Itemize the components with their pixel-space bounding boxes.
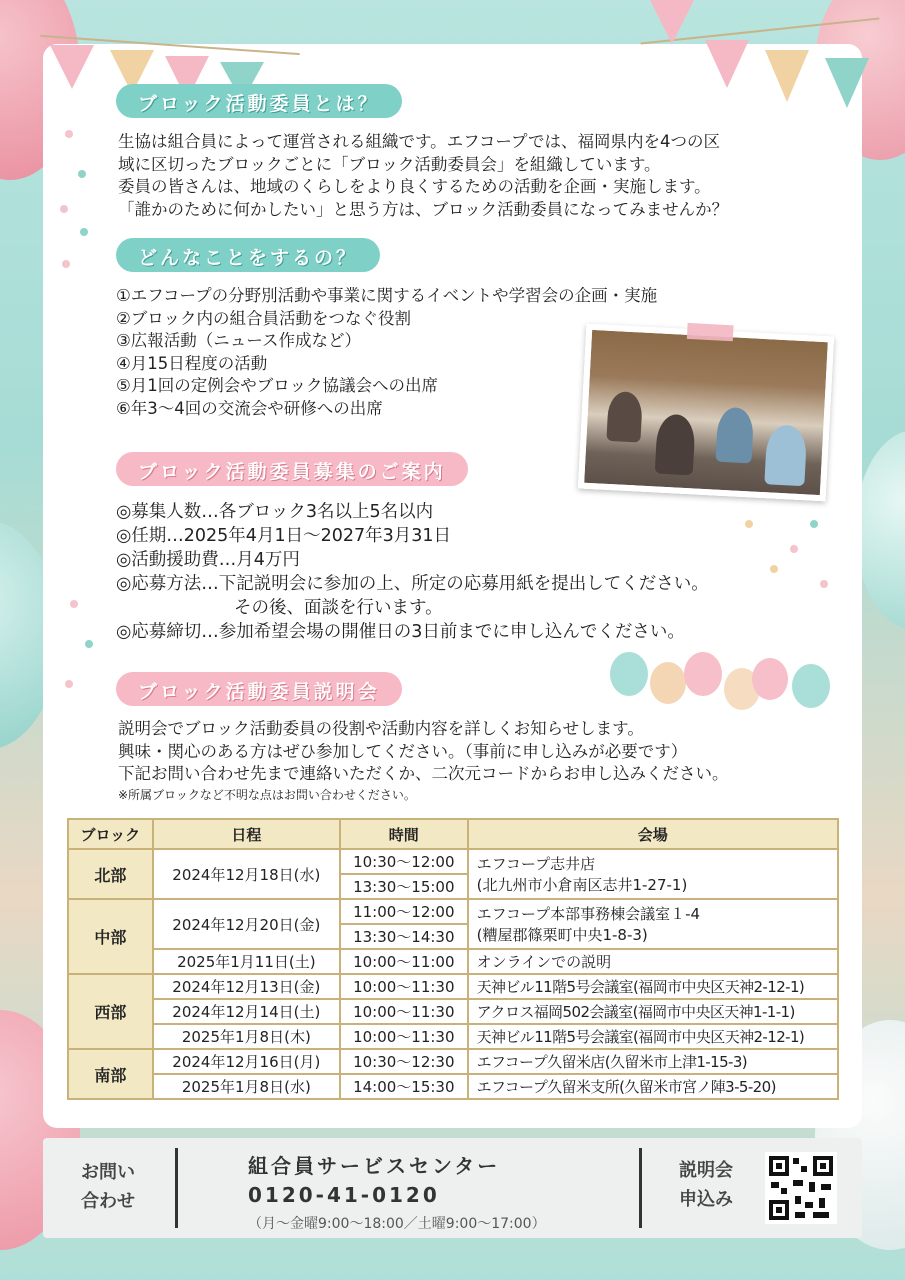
activity-item: ①エフコープの分野別活動や事業に関するイベントや学習会の企画・実施 — [116, 286, 658, 305]
recruit-line: ◎任期…2025年4月1日～2027年3月31日 — [116, 526, 452, 546]
table-row — [68, 974, 838, 999]
about-paragraph — [118, 131, 728, 221]
inquiry-label — [73, 1158, 143, 1216]
apply-label-line: 説明会 — [679, 1160, 733, 1181]
apply-label-line: 申込み — [679, 1189, 733, 1210]
venue-cell: 天神ビル11階5号会議室(福岡市中央区天神2-12-1) — [468, 1024, 838, 1049]
header-date: 日程 — [153, 819, 340, 849]
block-cell: 南部 — [68, 1049, 153, 1099]
time-cell: 13:30～14:30 — [340, 924, 468, 949]
date-cell: 2024年12月20日(金) — [153, 899, 340, 949]
divider — [175, 1148, 178, 1228]
time-cell: 10:30～12:30 — [340, 1049, 468, 1074]
phone-number[interactable]: 0120-41-0120 — [248, 1183, 440, 1207]
venue-name: エフコープ本部事務棟会議室１-4 — [476, 905, 701, 923]
service-center-name: 組合員サービスセンター — [248, 1154, 501, 1178]
recruit-line: ◎応募締切…参加希望会場の開催日の3日前までに申し込んでください。 — [116, 622, 685, 642]
time-cell: 10:30～12:00 — [340, 849, 468, 874]
venue-cell: アクロス福岡502会議室(福岡市中央区天神1-1-1) — [468, 999, 838, 1024]
venue-cell — [468, 849, 838, 899]
briefing-line: 下記お問い合わせ先まで連絡いただくか、二次元コードからお申し込みください。 — [118, 764, 729, 783]
briefing-paragraph — [118, 718, 729, 786]
venue-name: エフコープ志井店 — [476, 855, 596, 873]
business-hours: （月～金曜9:00～18:00／土曜9:00～17:00） — [248, 1216, 546, 1232]
activity-item: ④月15日程度の活動 — [116, 353, 268, 373]
venue-address: (北九州市小倉南区志井1-27-1) — [476, 876, 688, 894]
section-heading-activities: どんなことをするの？ — [116, 238, 380, 272]
date-cell: 2025年1月8日(木) — [153, 1024, 340, 1049]
block-cell: 北部 — [68, 849, 153, 899]
header-block: ブロック — [68, 819, 153, 849]
table-row — [68, 949, 838, 974]
date-cell: 2024年12月14日(土) — [153, 999, 340, 1024]
table-row — [68, 1024, 838, 1049]
about-line: 委員の皆さんは、地域のくらしをより良くするための活動を企画・実施します。 — [118, 177, 711, 196]
block-cell: 西部 — [68, 974, 153, 1049]
date-cell: 2024年12月13日(金) — [153, 974, 340, 999]
recruit-line: その後、面談を行います。 — [234, 598, 443, 618]
activities-list — [116, 285, 657, 420]
briefing-line: 興味・関心のある方はぜひ参加してください。（事前に申し込みが必要です） — [118, 741, 688, 761]
schedule-table — [67, 818, 839, 1100]
time-cell: 13:30～15:00 — [340, 874, 468, 899]
section-heading-about: ブロック活動委員とは？ — [116, 84, 402, 118]
contact-footer — [43, 1138, 862, 1238]
activity-item: ③広報活動（ニュース作成など） — [116, 331, 361, 350]
date-cell: 2025年1月8日(水) — [153, 1074, 340, 1099]
activity-item: ⑥年3～4回の交流会や研修への出席 — [116, 398, 383, 418]
about-line: 「誰かのために何かしたい」と思う方は、ブロック活動委員になってみませんか？ — [118, 199, 729, 219]
time-cell: 10:00～11:30 — [340, 1024, 468, 1049]
recruit-info — [116, 500, 709, 644]
venue-address: (糟屋郡篠栗町中央1-8-3) — [476, 926, 648, 944]
time-cell: 14:00～15:30 — [340, 1074, 468, 1099]
time-cell: 10:00～11:30 — [340, 999, 468, 1024]
date-cell: 2024年12月18日(水) — [153, 849, 340, 899]
inquiry-label-line: お問い — [81, 1162, 135, 1183]
qr-code-icon[interactable] — [765, 1152, 837, 1224]
balloon-decoration — [855, 430, 905, 630]
about-line: 生協は組合員によって運営される組織です。エフコープでは、福岡県内を4つの区 — [118, 132, 721, 151]
table-row — [68, 849, 838, 874]
time-cell: 11:00～12:00 — [340, 899, 468, 924]
venue-cell: エフコープ久留米店(久留米市上津1-15-3) — [468, 1049, 838, 1074]
recruit-line: ◎応募方法…下記説明会に参加の上、所定の応募用紙を提出してください。 — [116, 574, 709, 594]
time-cell: 10:00～11:00 — [340, 949, 468, 974]
about-line: 域に区切ったブロックごとに「ブロック活動委員会」を組織しています。 — [118, 154, 661, 174]
date-cell: 2024年12月16日(月) — [153, 1049, 340, 1074]
recruit-line: ◎活動援助費…月4万円 — [116, 550, 300, 570]
briefing-note: ※所属ブロックなど不明な点はお問い合わせください。 — [118, 788, 416, 802]
contact-info — [248, 1150, 546, 1233]
block-cell: 中部 — [68, 899, 153, 974]
time-cell: 10:00～11:30 — [340, 974, 468, 999]
inquiry-label-line: 合わせ — [81, 1191, 135, 1212]
activity-photo — [578, 324, 834, 502]
activity-item: ⑤月1回の定例会やブロック協議会への出席 — [116, 376, 438, 395]
divider — [639, 1148, 642, 1228]
date-cell: 2025年1月11日(土) — [153, 949, 340, 974]
table-row — [68, 1049, 838, 1074]
venue-cell — [468, 899, 838, 949]
recruit-line: ◎募集人数…各ブロック3名以上5名以内 — [116, 502, 434, 522]
apply-label — [671, 1156, 741, 1214]
section-heading-briefing: ブロック活動委員説明会 — [116, 672, 402, 706]
table-row — [68, 1074, 838, 1099]
venue-cell: エフコープ久留米支所(久留米市宮ノ陣3-5-20) — [468, 1074, 838, 1099]
activity-item: ②ブロック内の組合員活動をつなぐ役割 — [116, 308, 411, 328]
header-time: 時間 — [340, 819, 468, 849]
table-row — [68, 999, 838, 1024]
briefing-line: 説明会でブロック活動委員の役割や活動内容を詳しくお知らせします。 — [118, 719, 644, 738]
photo-tape — [687, 323, 734, 341]
venue-cell: 天神ビル11階5号会議室(福岡市中央区天神2-12-1) — [468, 974, 838, 999]
header-venue: 会場 — [468, 819, 838, 849]
table-row — [68, 899, 838, 924]
table-header-row — [68, 819, 838, 849]
venue-cell: オンラインでの説明 — [468, 949, 838, 974]
section-heading-recruit: ブロック活動委員募集のご案内 — [116, 452, 468, 486]
